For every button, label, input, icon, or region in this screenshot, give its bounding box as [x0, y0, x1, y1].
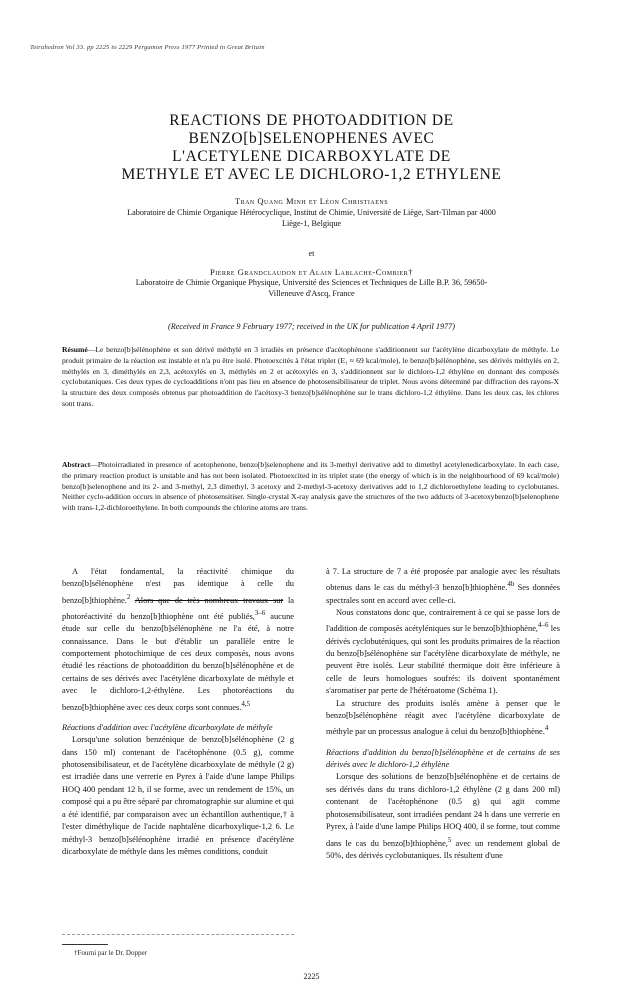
abstract-text: —Photoirradiated in presence of acetophenone, benzo[b]selenophene and its 3-methyl derivative add to dimethyl acetylenedicarboxylate. In each case, the primary reaction product is unstable and has not been isolated. Photoexcited in its triplet state (the energy of which is in the neighbourhood of 69 kcal/mole) benzo[b]selenophene and its 2- and 3-methyl, 2,3 dimethyl, 3 acetoxy and 2-methyl-3-acetoxy derivatives add to 1,2 dichloroethylene leading to cyclobutanes. Neither cyclo-addition occurs in absence of photosensitiser. Single-crystal X-ray analysis gave the structures of the two adducts of 3-acetoxybenzo[b]selenophene with trans-1,2-dichloroethylene. In both compounds the chlorine atoms are trans.: [62, 460, 559, 513]
section-heading-1: Réactions d'addition avec l'acétylène dicarboxylate de méthyle: [62, 722, 273, 732]
right-p4: Lorsque des solutions de benzo[b]sélénophène et de certains de ses dérivés dans du trans dichloro-1,2 éthylène (2 g dans 200 ml) contenant de l'acétophénone (0.5 g) qui agit comme photosensibilisateur, sont irradiées pendant 24 h dans une verrerie en Pyrex, à l'aide d'une lampe Philips HOQ 400, il se forme, tout comme dans le cas du benzo[b]thiophène,: [326, 772, 560, 848]
ref-sup: 5: [447, 835, 452, 844]
page-number: 2225: [303, 972, 320, 981]
ref-sup: 3–6: [254, 609, 266, 618]
author-separator: et: [308, 249, 315, 258]
ref-sup: 2: [126, 592, 131, 601]
affiliation-2-line-2: Villeneuve d'Ascq, France: [268, 288, 355, 298]
right-p3: La structure des produits isolés amène à penser que le benzo[b]sélénophène réagit avec l'acétylène dicarboxylate de méthyle par un processus analogue à celui du benzo[b]thiophène.: [326, 698, 560, 737]
left-paragraph-2: Lorsqu'une solution benzénique de benzo[b]sélénophène (2 g dans 150 ml) contenant de l'acétophénone (0.5 g), comme photosensibilisateur, et de l'acétylène dicarboxylate de méthyle (2 g) est irradiée dans une verrerie en Pyrex à l'aide d'une lampe Philips HOQ 400 pendant 12 h, il se forme, avec un rendement de 15%, un composé qui a pu être séparé par chromatographie sur alumine et qui a été identifié, par comparaison avec un échantillon authentique,† à l'ester diméthylique de l'acide naphtalène dicarboxylique-1,2 6. Le méthyl-3 benzo[b]sélénophène irradié en présence d'acétylène dicarboxylate de méthyle dans les mêmes conditions, conduit: [62, 735, 294, 856]
right-paragraph-4: [326, 771, 560, 862]
left-p1-b: Alors que de très nombreux travaux sur: [134, 595, 284, 605]
author-group-1: Tran Quang Minh et Léon Christiaens: [234, 196, 389, 206]
right-paragraph-2: [326, 607, 560, 698]
author-group-2: Pierre Grandclaudon et Alain Lablache-Combier†: [210, 267, 413, 277]
affiliation-1-line-2: Liège-1, Belgique: [281, 218, 342, 228]
right-p1: à 7. La structure de 7 a été proposée par analogie avec les résultats obtenus dans le cas du méthyl-3 benzo[b]thiophène.: [326, 567, 560, 593]
resume-text: —Le benzo[b]sélénophène et son dérivé méthylé en 3 irradiés en présence d'acétophénone s'additionnent sur l'acétylène dicarboxylate de méthyle. Le produit primaire de la réaction est instable et n'a pu être isolé. Photoexcités à l'état triplet (E₁ ≈ 69 kcal/mole), le benzo[b]sélénophène, ses dérivés méthylés en 2, méthylés en 3, diméthylés en 2,3, acétoxylés en 3, méthylés en 2 et acétoxylés en 3, s'additionnent sur le dichloro-1,2 éthylène en donnant des composés cyclobutaniques. Ces deux types de cycloadditions n'ont pas lieu en absence de photosensibilisateur de triplet. Nous avons déterminé par diffraction des rayons-X la structure des deux composés obtenus par photoaddition de l'acétoxy-3 benzo[b]sélénophène sur le trans dichloro-1,2 éthylène. Dans les deux cas, les chlores sont trans.: [62, 345, 559, 408]
left-p1-c: la photoréactivité du benzo[b]thiophène ont été publiés,: [62, 595, 294, 621]
affiliation-1-line-1: Laboratoire de Chimie Organique Hétérocyclique, Institut de Chimie, Université de Liège, Sart-Tilman par 4000: [127, 208, 496, 217]
left-p1-d: aucune étude sur celle du benzo[b]sélénophène ne l'a été, à notre connaissance. Dans le but d'établir un parallèle entre le comportement photochimique de ces deux composés, nous avons étudié les réactions de photoaddition du benzo[b]sélénophène et de certains de ses dérivés avec l'acétylène dicarboxylate de méthyle et avec le dichloro-1,2-éthylène. Les photoréactions du benzo[b]thiophène avec ces deux corps sont connues.: [62, 611, 294, 712]
section-heading-2: Réactions d'addition du benzo[b]sélénophène et de certains de ses dérivés avec le dichloro-1,2 éthylène: [326, 747, 560, 770]
right-p2-b: les dérivés cyclobuténiques, qui sont les produits primaires de la réaction du benzo[b]sélénophène sur l'acétylène dicarboxylate de méthyle, ne peuvent être isolés. Leur stabilité thermique doit être inférieure à celle de leurs homologues soufrés: ils doivent spontanément s'aromatiser par perte de l'hétéroatome (Schéma 1).: [326, 624, 560, 696]
footnote-rule: [62, 944, 108, 945]
body-column-right: [326, 566, 560, 862]
received-dates: (Received in France 9 February 1977; received in the UK for publication 4 April 1977): [168, 322, 455, 331]
journal-header: Tetrahedron Vol 33. pp 2225 to 2229 Pergamon Press 1977 Printed in Great Britain: [30, 44, 265, 51]
right-p1-b: Ses données spectrales sont en accord avec celle-ci.: [326, 583, 561, 605]
right-p2: Nous constatons donc que, contrairement à ce qui se passe lors de l'addition de composés acétyléniques sur le benzo[b]thiophène,: [326, 608, 560, 634]
paper-title: [60, 112, 563, 184]
ref-sup: 4–6: [538, 621, 549, 630]
affiliation-1: [40, 208, 583, 229]
right-paragraph-1: [326, 566, 560, 607]
body-column-left: [62, 566, 294, 858]
left-paragraph-1: [62, 566, 294, 714]
ref-sup: 4: [544, 724, 549, 733]
title-line-1: REACTIONS DE PHOTOADDITION DE: [169, 112, 454, 129]
affiliation-2: [40, 278, 583, 299]
footnote: †Fourni par le Dr. Dopper: [74, 949, 147, 957]
column-break-rule: [62, 934, 294, 935]
abstract-lead: Abstract: [62, 460, 91, 469]
title-line-3: L'ACETYLENE DICARBOXYLATE DE: [172, 148, 451, 165]
right-paragraph-3: [326, 698, 560, 739]
right-p4-b: avec un rendement global de 50%, des dérivés cyclobutaniques. Ils résultent d'une: [326, 838, 560, 860]
ref-sup: 4,5: [241, 699, 251, 708]
abstract-block: [62, 460, 559, 514]
resume-block: [62, 345, 559, 410]
ref-sup: 4b: [507, 580, 515, 589]
title-line-2: BENZO[b]SELENOPHENES AVEC: [188, 130, 435, 147]
title-line-4: METHYLE ET AVEC LE DICHLORO-1,2 ETHYLENE: [121, 166, 502, 183]
affiliation-2-line-1: Laboratoire de Chimie Organique Physique, Université des Sciences et Techniques de Lille B.P. 36, 59650-: [135, 278, 488, 287]
resume-lead: Résumé: [62, 345, 88, 354]
left-p1-a: A l'état fondamental, la réactivité chimique du benzo[b]sélénophène n'est pas identique à celle du benzo[b]thiophène.: [62, 567, 294, 605]
